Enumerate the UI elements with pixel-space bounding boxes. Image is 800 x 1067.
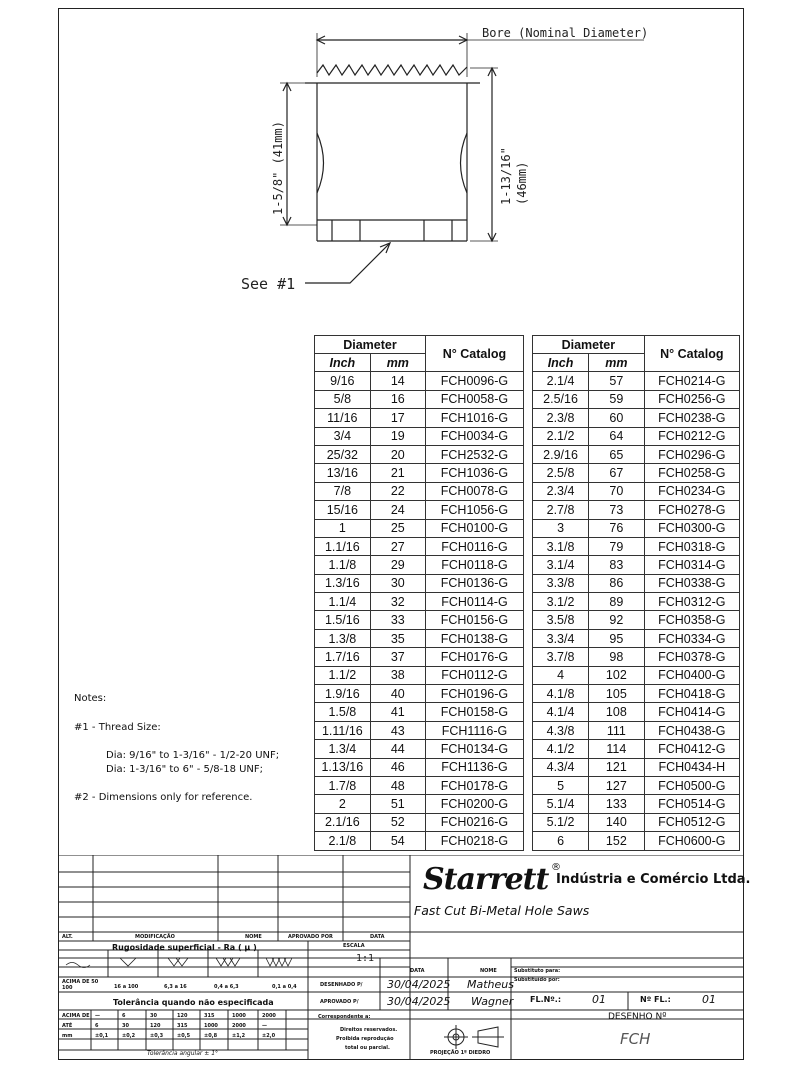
- acima-label: ACIMA DE 50 100: [62, 979, 99, 991]
- catalog-number: FCH0138-G: [425, 629, 523, 647]
- diameter-mm: 111: [589, 721, 645, 739]
- tolerance-cell: —: [95, 1013, 100, 1019]
- catalog-number: FCH1116-G: [425, 721, 523, 739]
- table-row: [533, 776, 740, 794]
- diameter-inch: 3.5/8: [533, 611, 589, 629]
- table-row: [315, 832, 524, 850]
- catalog-number: FCH0278-G: [644, 501, 739, 519]
- tolerance-title: Tolerância quando não especificada: [113, 998, 274, 1007]
- catalog-number: FCH0212-G: [644, 427, 739, 445]
- table-row: [315, 795, 524, 813]
- diameter-mm: 51: [370, 795, 425, 813]
- catalog-number: FCH0418-G: [644, 685, 739, 703]
- tolerance-cell: mm: [62, 1033, 73, 1039]
- catalog-number: FCH1136-G: [425, 758, 523, 776]
- catalog-number: FCH0378-G: [644, 648, 739, 666]
- note-1-b: Dia: 1-3/16" to 6" - 5/8-18 UNF;: [106, 764, 264, 775]
- table-row: [315, 537, 524, 555]
- table-row: [315, 409, 524, 427]
- diameter-inch: 6: [533, 832, 589, 850]
- catalog-table-left: [314, 335, 524, 851]
- diameter-mm: 67: [589, 464, 645, 482]
- table-row: [315, 574, 524, 592]
- diameter-mm: 41: [370, 703, 425, 721]
- projecao-label: PROJEÇÃO 1º DIEDRO: [430, 1050, 491, 1056]
- diameter-mm: 105: [589, 685, 645, 703]
- table-row: [533, 445, 740, 463]
- catalog-number: FCH0134-G: [425, 740, 523, 758]
- diameter-inch: 7/8: [315, 482, 371, 500]
- diameter-mm: 64: [589, 427, 645, 445]
- table-row: [315, 685, 524, 703]
- tolerance-angular: Tolerância angular ± 1°: [147, 1050, 219, 1057]
- diameter-inch: 2.3/8: [533, 409, 589, 427]
- tolerance-cell: 30: [150, 1013, 157, 1019]
- aprovado-nome: Wagner: [471, 995, 514, 1008]
- diameter-mm: 121: [589, 758, 645, 776]
- height-left-label: 1-5/8" (41mm): [271, 121, 285, 215]
- table-row: [533, 721, 740, 739]
- table-row: [533, 464, 740, 482]
- diameter-mm: 29: [370, 556, 425, 574]
- diameter-mm: 133: [589, 795, 645, 813]
- table-row: [315, 776, 524, 794]
- diameter-inch: 1.9/16: [315, 685, 371, 703]
- diameter-inch: 4.1/8: [533, 685, 589, 703]
- tolerance-cell: ATÉ: [62, 1023, 73, 1029]
- catalog-number: FCH0312-G: [644, 593, 739, 611]
- diameter-inch: 5: [533, 776, 589, 794]
- diameter-mm: 102: [589, 666, 645, 684]
- catalog-number: FCH0100-G: [425, 519, 523, 537]
- diameter-inch: 2.9/16: [533, 445, 589, 463]
- catalog-number: FCH0214-G: [644, 372, 739, 390]
- table-row: [533, 611, 740, 629]
- table-row: [533, 832, 740, 850]
- bore-label: Bore (Nominal Diameter): [482, 26, 649, 40]
- diameter-inch: 2.1/2: [533, 427, 589, 445]
- diameter-mm: 19: [370, 427, 425, 445]
- table-row: [315, 501, 524, 519]
- table-row: [533, 666, 740, 684]
- tolerance-cell: ±0,3: [150, 1033, 164, 1039]
- height-right-label-2: (46mm): [515, 161, 529, 205]
- table-row: [533, 556, 740, 574]
- mm-header: mm: [589, 354, 645, 372]
- diameter-inch: 1.7/16: [315, 648, 371, 666]
- catalog-number: FCH0334-G: [644, 629, 739, 647]
- rev-nome: NOME: [245, 934, 262, 940]
- diameter-inch: 5.1/2: [533, 813, 589, 831]
- escala-label: ESCALA: [343, 943, 365, 949]
- diameter-mm: 48: [370, 776, 425, 794]
- rev-aprovado: APROVADO POR: [288, 934, 333, 940]
- fl-no-label: FL.Nº.:: [530, 995, 562, 1004]
- table-row: [533, 813, 740, 831]
- tolerance-cell: —: [262, 1023, 267, 1029]
- diameter-mm: 17: [370, 409, 425, 427]
- catalog-number: FCH0412-G: [644, 740, 739, 758]
- diameter-inch: 4: [533, 666, 589, 684]
- diameter-mm: 44: [370, 740, 425, 758]
- diameter-mm: 14: [370, 372, 425, 390]
- diameter-inch: 1.11/16: [315, 721, 371, 739]
- table-row: [315, 666, 524, 684]
- catalog-number: FCH0234-G: [644, 482, 739, 500]
- diameter-inch: 4.3/4: [533, 758, 589, 776]
- diameter-mm: 59: [589, 390, 645, 408]
- tolerance-cell: 6: [95, 1023, 99, 1029]
- aprovado-data: 30/04/2025: [387, 995, 451, 1008]
- tolerance-cell: 1000: [232, 1013, 246, 1019]
- table-row: [315, 372, 524, 390]
- direitos-line-2: Proibida reprodução: [336, 1036, 394, 1042]
- diameter-inch: 5.1/4: [533, 795, 589, 813]
- diameter-inch: 3.1/2: [533, 593, 589, 611]
- table-row: [533, 427, 740, 445]
- tolerance-cell: 6: [122, 1013, 126, 1019]
- diameter-mm: 52: [370, 813, 425, 831]
- tolerance-cell: ±0,5: [177, 1033, 191, 1039]
- inch-header: Inch: [533, 354, 589, 372]
- table-row: [533, 409, 740, 427]
- catalog-number: FCH0114-G: [425, 593, 523, 611]
- tolerance-cell: 315: [204, 1013, 215, 1019]
- catalog-number: FCH0434-H: [644, 758, 739, 776]
- diameter-mm: 33: [370, 611, 425, 629]
- diameter-mm: 86: [589, 574, 645, 592]
- diameter-header: Diameter: [315, 336, 426, 354]
- diameter-inch: 1.13/16: [315, 758, 371, 776]
- catalog-number: FCH0156-G: [425, 611, 523, 629]
- diameter-mm: 70: [589, 482, 645, 500]
- catalog-number: FCH0514-G: [644, 795, 739, 813]
- diameter-mm: 27: [370, 537, 425, 555]
- diameter-mm: 40: [370, 685, 425, 703]
- catalog-number: FCH0116-G: [425, 537, 523, 555]
- company-name: Indústria e Comércio Ltda.: [556, 872, 751, 887]
- desenho-label: DESENHO Nº: [608, 1012, 667, 1022]
- diameter-mm: 21: [370, 464, 425, 482]
- notes-title: Notes:: [74, 693, 107, 704]
- rev-data: DATA: [370, 934, 385, 940]
- catalog-number: FCH0414-G: [644, 703, 739, 721]
- diameter-inch: 1.5/8: [315, 703, 371, 721]
- diameter-inch: 3: [533, 519, 589, 537]
- tolerance-cell: 2000: [262, 1013, 276, 1019]
- diameter-inch: 1.1/2: [315, 666, 371, 684]
- diameter-inch: 3.3/8: [533, 574, 589, 592]
- table-row: [315, 813, 524, 831]
- diameter-inch: 2.7/8: [533, 501, 589, 519]
- catalog-number: FCH0200-G: [425, 795, 523, 813]
- diameter-inch: 2.3/4: [533, 482, 589, 500]
- correspondente-label: Correspondente a:: [318, 1014, 371, 1020]
- tolerance-cell: ±0,1: [95, 1033, 109, 1039]
- tolerance-cell: 120: [150, 1023, 161, 1029]
- tolerance-cell: ±2,0: [262, 1033, 276, 1039]
- note-2: #2 - Dimensions only for reference.: [74, 792, 253, 803]
- diameter-inch: 4.3/8: [533, 721, 589, 739]
- direitos-line-1: Direitos reservados.: [340, 1027, 398, 1033]
- catalog-number: FCH0512-G: [644, 813, 739, 831]
- diameter-mm: 22: [370, 482, 425, 500]
- diameter-inch: 25/32: [315, 445, 371, 463]
- tolerance-cell: ±0,8: [204, 1033, 218, 1039]
- catalog-number: FCH0296-G: [644, 445, 739, 463]
- roughness-title: Rugosidade superficial - Ra ( μ ): [112, 943, 257, 952]
- note-1: #1 - Thread Size:: [74, 722, 161, 733]
- table-row: [533, 482, 740, 500]
- catalog-number: FCH0500-G: [644, 776, 739, 794]
- diameter-mm: 20: [370, 445, 425, 463]
- diameter-mm: 83: [589, 556, 645, 574]
- table-row: [315, 519, 524, 537]
- diameter-inch: 1.1/16: [315, 537, 371, 555]
- table-row: [533, 593, 740, 611]
- no-fl-label: Nº FL.:: [640, 995, 671, 1004]
- diameter-inch: 1.3/8: [315, 629, 371, 647]
- diameter-mm: 60: [589, 409, 645, 427]
- rough-value-4: 0,1 a 0,4: [272, 984, 297, 990]
- catalog-number: FCH0118-G: [425, 556, 523, 574]
- diameter-inch: 3.1/4: [533, 556, 589, 574]
- diameter-mm: 38: [370, 666, 425, 684]
- diameter-mm: 35: [370, 629, 425, 647]
- catalog-number: FCH1036-G: [425, 464, 523, 482]
- desenhado-label: DESENHADO P/: [320, 982, 363, 988]
- diameter-mm: 95: [589, 629, 645, 647]
- diameter-mm: 76: [589, 519, 645, 537]
- tolerance-cell: 2000: [232, 1023, 246, 1029]
- catalog-number: FCH0300-G: [644, 519, 739, 537]
- catalog-number: FCH0256-G: [644, 390, 739, 408]
- diameter-inch: 9/16: [315, 372, 371, 390]
- table-row: [315, 758, 524, 776]
- table-row: [533, 758, 740, 776]
- tolerance-cell: 1000: [204, 1023, 218, 1029]
- direitos-line-3: total ou parcial.: [345, 1045, 390, 1051]
- catalog-number: FCH0158-G: [425, 703, 523, 721]
- diameter-inch: 4.1/4: [533, 703, 589, 721]
- diameter-mm: 114: [589, 740, 645, 758]
- diameter-header: Diameter: [533, 336, 645, 354]
- hole-saw-drawing: [230, 15, 670, 305]
- note-1-a: Dia: 9/16" to 1-3/16" - 1/2-20 UNF;: [106, 750, 280, 761]
- table-row: [533, 703, 740, 721]
- table-row: [315, 427, 524, 445]
- diameter-inch: 3.3/4: [533, 629, 589, 647]
- table-row: [315, 703, 524, 721]
- diameter-inch: 15/16: [315, 501, 371, 519]
- diameter-inch: 13/16: [315, 464, 371, 482]
- aprovado-label: APROVADO P/: [320, 999, 359, 1005]
- table-row: [315, 445, 524, 463]
- table-row: [533, 519, 740, 537]
- diameter-mm: 57: [589, 372, 645, 390]
- catalog-header: N° Catalog: [425, 336, 523, 372]
- diameter-mm: 65: [589, 445, 645, 463]
- catalog-number: FCH2532-G: [425, 445, 523, 463]
- diameter-mm: 46: [370, 758, 425, 776]
- diameter-inch: 4.1/2: [533, 740, 589, 758]
- catalog-number: FCH0338-G: [644, 574, 739, 592]
- desenho-value: FCH: [620, 1030, 651, 1048]
- catalog-number: FCH0078-G: [425, 482, 523, 500]
- diameter-inch: 1.5/16: [315, 611, 371, 629]
- diameter-inch: 1.3/4: [315, 740, 371, 758]
- catalog-number: FCH1016-G: [425, 409, 523, 427]
- catalog-number: FCH1056-G: [425, 501, 523, 519]
- catalog-number: FCH0400-G: [644, 666, 739, 684]
- diameter-mm: 89: [589, 593, 645, 611]
- table-row: [533, 501, 740, 519]
- data-label: DATA: [410, 968, 425, 974]
- catalog-number: FCH0216-G: [425, 813, 523, 831]
- see-note-label: See #1: [241, 275, 296, 293]
- diameter-inch: 2.1/4: [533, 372, 589, 390]
- table-row: [315, 482, 524, 500]
- diameter-inch: 1.1/8: [315, 556, 371, 574]
- catalog-number: FCH0218-G: [425, 832, 523, 850]
- diameter-inch: 2.1/8: [315, 832, 371, 850]
- catalog-number: FCH0136-G: [425, 574, 523, 592]
- tolerance-cell: ±0,2: [122, 1033, 136, 1039]
- diameter-mm: 92: [589, 611, 645, 629]
- table-row: [533, 372, 740, 390]
- diameter-mm: 79: [589, 537, 645, 555]
- table-row: [315, 611, 524, 629]
- diameter-inch: 2.5/8: [533, 464, 589, 482]
- diameter-mm: 98: [589, 648, 645, 666]
- table-row: [315, 556, 524, 574]
- diameter-mm: 152: [589, 832, 645, 850]
- catalog-number: FCH0178-G: [425, 776, 523, 794]
- diameter-mm: 37: [370, 648, 425, 666]
- diameter-inch: 3/4: [315, 427, 371, 445]
- table-row: [533, 740, 740, 758]
- desenhado-data: 30/04/2025: [387, 978, 451, 991]
- catalog-number: FCH0258-G: [644, 464, 739, 482]
- tolerance-cell: 120: [177, 1013, 188, 1019]
- tolerance-cell: ±1,2: [232, 1033, 246, 1039]
- brand-logo: Starrett: [423, 862, 549, 897]
- catalog-number: FCH0096-G: [425, 372, 523, 390]
- diameter-inch: 11/16: [315, 409, 371, 427]
- catalog-number: FCH0358-G: [644, 611, 739, 629]
- catalog-number: FCH0176-G: [425, 648, 523, 666]
- rev-mod: MODIFICAÇÃO: [135, 934, 175, 940]
- catalog-number: FCH0112-G: [425, 666, 523, 684]
- diameter-inch: 2.5/16: [533, 390, 589, 408]
- table-row: [315, 648, 524, 666]
- diameter-mm: 16: [370, 390, 425, 408]
- catalog-table-right: [532, 335, 740, 851]
- diameter-mm: 43: [370, 721, 425, 739]
- diameter-mm: 25: [370, 519, 425, 537]
- table-row: [533, 574, 740, 592]
- table-row: [533, 648, 740, 666]
- catalog-number: FCH0034-G: [425, 427, 523, 445]
- subst-por: Substituído por:: [514, 977, 560, 983]
- catalog-number: FCH0600-G: [644, 832, 739, 850]
- brand-reg: ®: [551, 862, 561, 873]
- tolerance-cell: 315: [177, 1023, 188, 1029]
- catalog-number: FCH0438-G: [644, 721, 739, 739]
- catalog-number: FCH0314-G: [644, 556, 739, 574]
- diameter-mm: 108: [589, 703, 645, 721]
- table-row: [315, 390, 524, 408]
- nome-label: NOME: [480, 968, 497, 974]
- diameter-mm: 73: [589, 501, 645, 519]
- height-right-label-1: 1-13/16": [499, 147, 513, 205]
- diameter-inch: 1.1/4: [315, 593, 371, 611]
- product-title: Fast Cut Bi-Metal Hole Saws: [414, 903, 590, 918]
- fl-no-value: 01: [592, 993, 606, 1006]
- diameter-inch: 5/8: [315, 390, 371, 408]
- table-row: [315, 629, 524, 647]
- diameter-inch: 3.7/8: [533, 648, 589, 666]
- diameter-mm: 24: [370, 501, 425, 519]
- mm-header: mm: [370, 354, 425, 372]
- rough-value-3: 0,4 a 6,3: [214, 984, 239, 990]
- catalog-number: FCH0318-G: [644, 537, 739, 555]
- diameter-inch: 1: [315, 519, 371, 537]
- escala-value: 1:1: [356, 953, 375, 964]
- desenhado-nome: Matheus: [467, 978, 514, 991]
- table-row: [315, 464, 524, 482]
- rough-value-1: 16 a 100: [114, 984, 139, 990]
- diameter-mm: 54: [370, 832, 425, 850]
- rough-value-2: 6,3 a 16: [164, 984, 187, 990]
- diameter-mm: 127: [589, 776, 645, 794]
- inch-header: Inch: [315, 354, 371, 372]
- tolerance-cell: 30: [122, 1023, 129, 1029]
- diameter-mm: 140: [589, 813, 645, 831]
- table-row: [315, 740, 524, 758]
- table-row: [533, 629, 740, 647]
- catalog-number: FCH0058-G: [425, 390, 523, 408]
- table-row: [315, 593, 524, 611]
- catalog-number: FCH0196-G: [425, 685, 523, 703]
- diameter-inch: 2.1/16: [315, 813, 371, 831]
- rev-alt: ALT.: [62, 934, 73, 940]
- catalog-header: N° Catalog: [644, 336, 739, 372]
- no-fl-value: 01: [702, 993, 716, 1006]
- diameter-mm: 32: [370, 593, 425, 611]
- diameter-mm: 30: [370, 574, 425, 592]
- table-row: [315, 721, 524, 739]
- table-row: [533, 390, 740, 408]
- subst-para: Substituto para:: [514, 968, 561, 974]
- table-row: [533, 795, 740, 813]
- table-row: [533, 537, 740, 555]
- catalog-number: FCH0238-G: [644, 409, 739, 427]
- diameter-inch: 1.7/8: [315, 776, 371, 794]
- tolerance-cell: ACIMA DE: [62, 1013, 90, 1019]
- diameter-inch: 1.3/16: [315, 574, 371, 592]
- diameter-inch: 2: [315, 795, 371, 813]
- table-row: [533, 685, 740, 703]
- diameter-inch: 3.1/8: [533, 537, 589, 555]
